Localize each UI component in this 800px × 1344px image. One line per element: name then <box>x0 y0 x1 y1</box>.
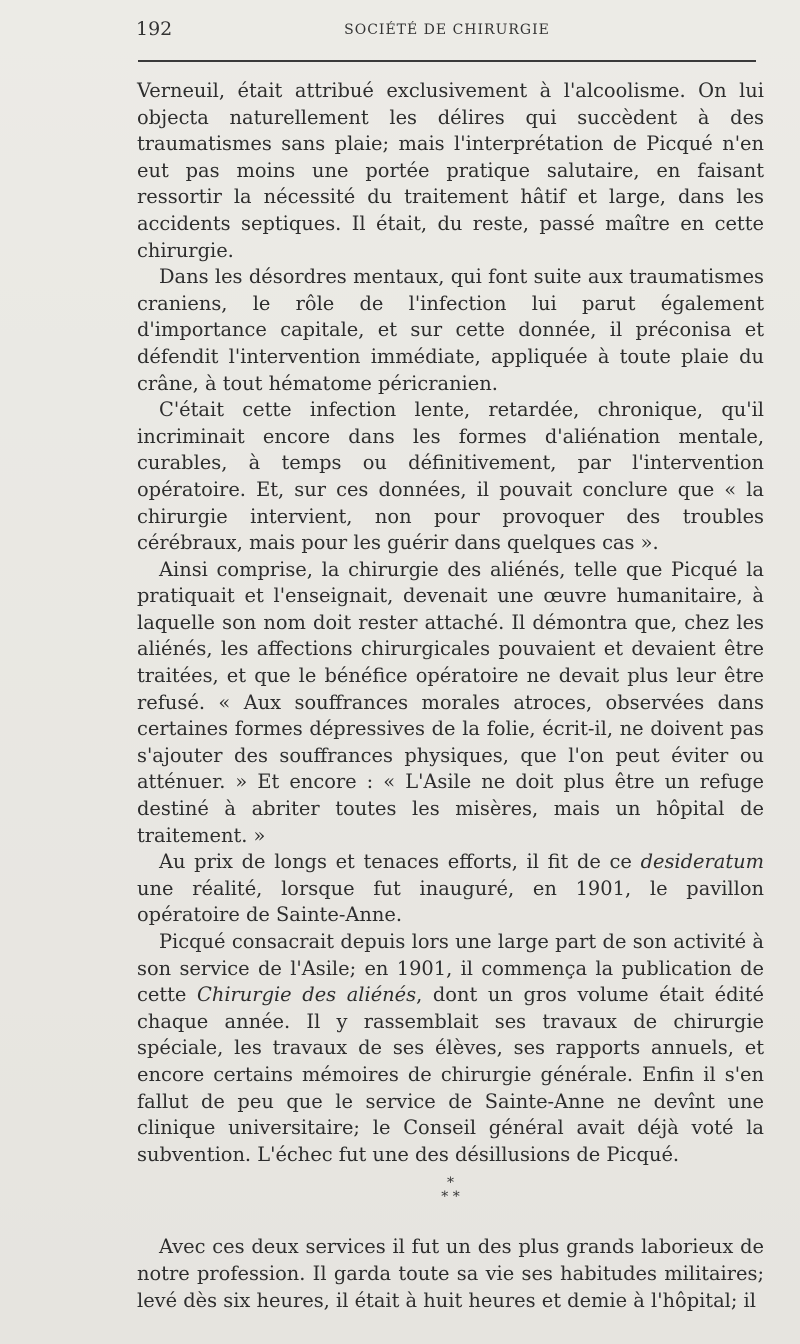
header-rule <box>138 60 756 62</box>
text-run: , dont un gros volume était édité chaque année. Il y rassemblait ses travaux de chirurgie spéciale, les travaux de ses élèves, ses rapports annuels, et encore certains mémoires de chirurgie générale. Enfin il s'en fallut de peu que le service de Sainte-Anne ne devînt une clinique universitaire; le Conseil général avait déjà voté la subvention. L'échec fut une des désillusions de Picqué. <box>137 983 764 1166</box>
paragraph-p4 <box>137 557 764 850</box>
italic-text: desideratum <box>640 850 764 874</box>
body-text <box>137 78 764 1314</box>
asterism <box>137 1176 764 1204</box>
italic-text: Chirurgie des aliénés <box>197 983 417 1007</box>
text-run: C'était cette infection lente, retardée, chronique, qu'il incriminait encore dans les formes d'aliénation mentale, curables, à temps ou définitivement, par l'intervention opératoire. Et, sur ces données, il pouvait conclure que « la chirurgie intervient, non pour provoquer des troubles cérébraux, mais pour les guérir dans quelques cas ». <box>137 398 764 555</box>
page-number: 192 <box>136 18 173 40</box>
paragraph-list <box>137 78 764 1168</box>
paragraph-p5 <box>137 849 764 929</box>
asterism-top: * <box>447 1175 454 1192</box>
running-title: SOCIÉTÉ DE CHIRURGIE <box>344 22 550 38</box>
paragraph-p1 <box>137 78 764 264</box>
paragraph-p2 <box>137 264 764 397</box>
text-run: Verneuil, était attribué exclusivement à l'alcoolisme. On lui objecta naturellement les délires qui succèdent à des traumatismes sans plaie; mais l'interprétation de Picqué n'en eut pas moins une portée pratique salutaire, en faisant ressortir la nécessité du traitement hâtif et large, dans les accidents septiques. Il était, du reste, passé maître en cette chirurgie. <box>137 79 764 262</box>
asterism-bottom: * * <box>441 1189 460 1206</box>
page-header <box>136 18 758 46</box>
text-run: Picqué consacrait depuis lors une large part de son activité à son service de l'Asile; en 1901, il commença la publication de cette <box>137 930 764 1007</box>
text-run: une réalité, lorsque fut inauguré, en 1901, le pavillon opératoire de Sainte-Anne. <box>137 876 764 927</box>
closing-paragraph: Avec ces deux services il fut un des plus grands laborieux de notre profession. Il garda toute sa vie ses habitudes militaires; levé dès six heures, il était à huit heures et demie à l'hôpital; il <box>137 1235 764 1312</box>
text-run: Au prix de longs et tenaces efforts, il fit de ce <box>159 850 641 874</box>
text-run: Dans les désordres mentaux, qui font suite aux traumatismes craniens, le rôle de l'infection lui parut également d'importance capitale, et sur cette donnée, il préconisa et défendit l'intervention immédiate, appliquée à toute plaie du crâne, à tout hématome péricranien. <box>137 265 764 395</box>
text-run: Ainsi comprise, la chirurgie des aliénés, telle que Picqué la pratiquait et l'enseignait, devenait une œuvre humanitaire, à laquelle son nom doit rester attaché. Il démontra que, chez les aliénés, les affections chirurgicales pouvaient et devaient être traitées, et que le bénéfice opératoire ne devait plus leur être refusé. « Aux souffrances morales atroces, observées dans certaines formes dépressives de la folie, écrit-il, ne doivent pas s'ajouter des souffrances physiques, que l'on peut éviter ou atténuer. » Et encore : « L'Asile ne doit plus être un refuge destiné à abriter toutes les misères, mais un hôpital de traitement. » <box>137 557 764 847</box>
paragraph-p3 <box>137 397 764 557</box>
paragraph-p6 <box>137 929 764 1168</box>
